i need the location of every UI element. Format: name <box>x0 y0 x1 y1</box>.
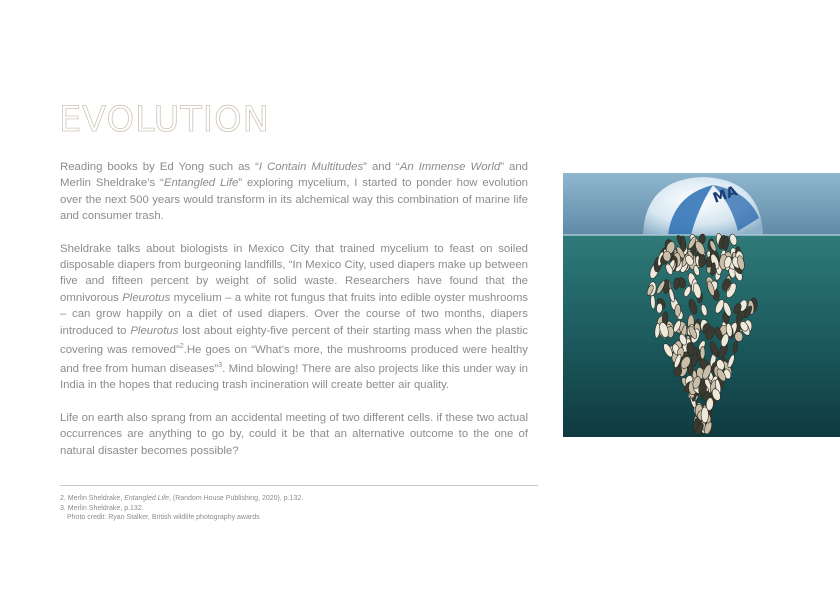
ball-text: MA <box>710 183 740 207</box>
paragraph-1: Reading books by Ed Yong such as “I Contain Multitudes” and “An Immense World” and Merlin Sheldrake’s “Entangled Life” exploring mycelium, I started to ponder how evolution over the next 500 years would transform in its alchemical way this combination of marine life and consumer trash. <box>60 161 528 223</box>
body-text <box>60 159 528 475</box>
footnote-ref-2[interactable]: 2 <box>179 343 184 351</box>
photo-credit: Photo credit: Ryan Stalker, British wildlife photography awards <box>67 514 260 521</box>
footnote-divider <box>60 485 538 486</box>
barnacle <box>700 346 705 359</box>
footnote-3: 3. Merlin Sheldrake, p.132. <box>60 504 144 512</box>
footnotes <box>60 494 530 523</box>
page-title: EVOLUTION <box>59 100 270 140</box>
paragraph-3: Life on earth also sprang from an accidental meeting of two different cells. if these two actual occurrences are anything to go by, could it be that an alternative outcome to the one of natural disaster becomes possible? <box>60 411 528 457</box>
barnacle <box>656 303 663 313</box>
photo-illustration <box>563 173 840 437</box>
barnacle <box>674 304 681 317</box>
footnote-2: 2. Merlin Sheldrake, Entangled Life, (Random House Publishing, 2020), p.132. <box>60 495 304 502</box>
paragraph-2: Sheldrake talks about biologists in Mexico City that trained mycelium to feast on soiled disposable diapers from burgeoning landfills, “In Mexico City, used diapers make up between five and fifteen percent by weight of solid waste. Researchers have found that the omnivorous Pleurotus mycelium – a white rot fungus that fruits into edible oyster mushrooms – can grow happily on a diet of used diapers. Over the course of two months, diapers introduced to Pleurotus lost about eighty-five percent of their starting mass when the plastic covering was removed”$^2$.He goes on “What’s more, the mushrooms produced were healthy and free from human diseases”$^3$. Mind blowing! There are also projects like this under way in India in the hopes that reducing trash incineration will create better air quality. <box>60 242 528 392</box>
barnacle-ball-photo <box>563 173 840 437</box>
footnote-ref-3[interactable]: 3 <box>218 362 223 370</box>
barnacle <box>701 407 708 423</box>
